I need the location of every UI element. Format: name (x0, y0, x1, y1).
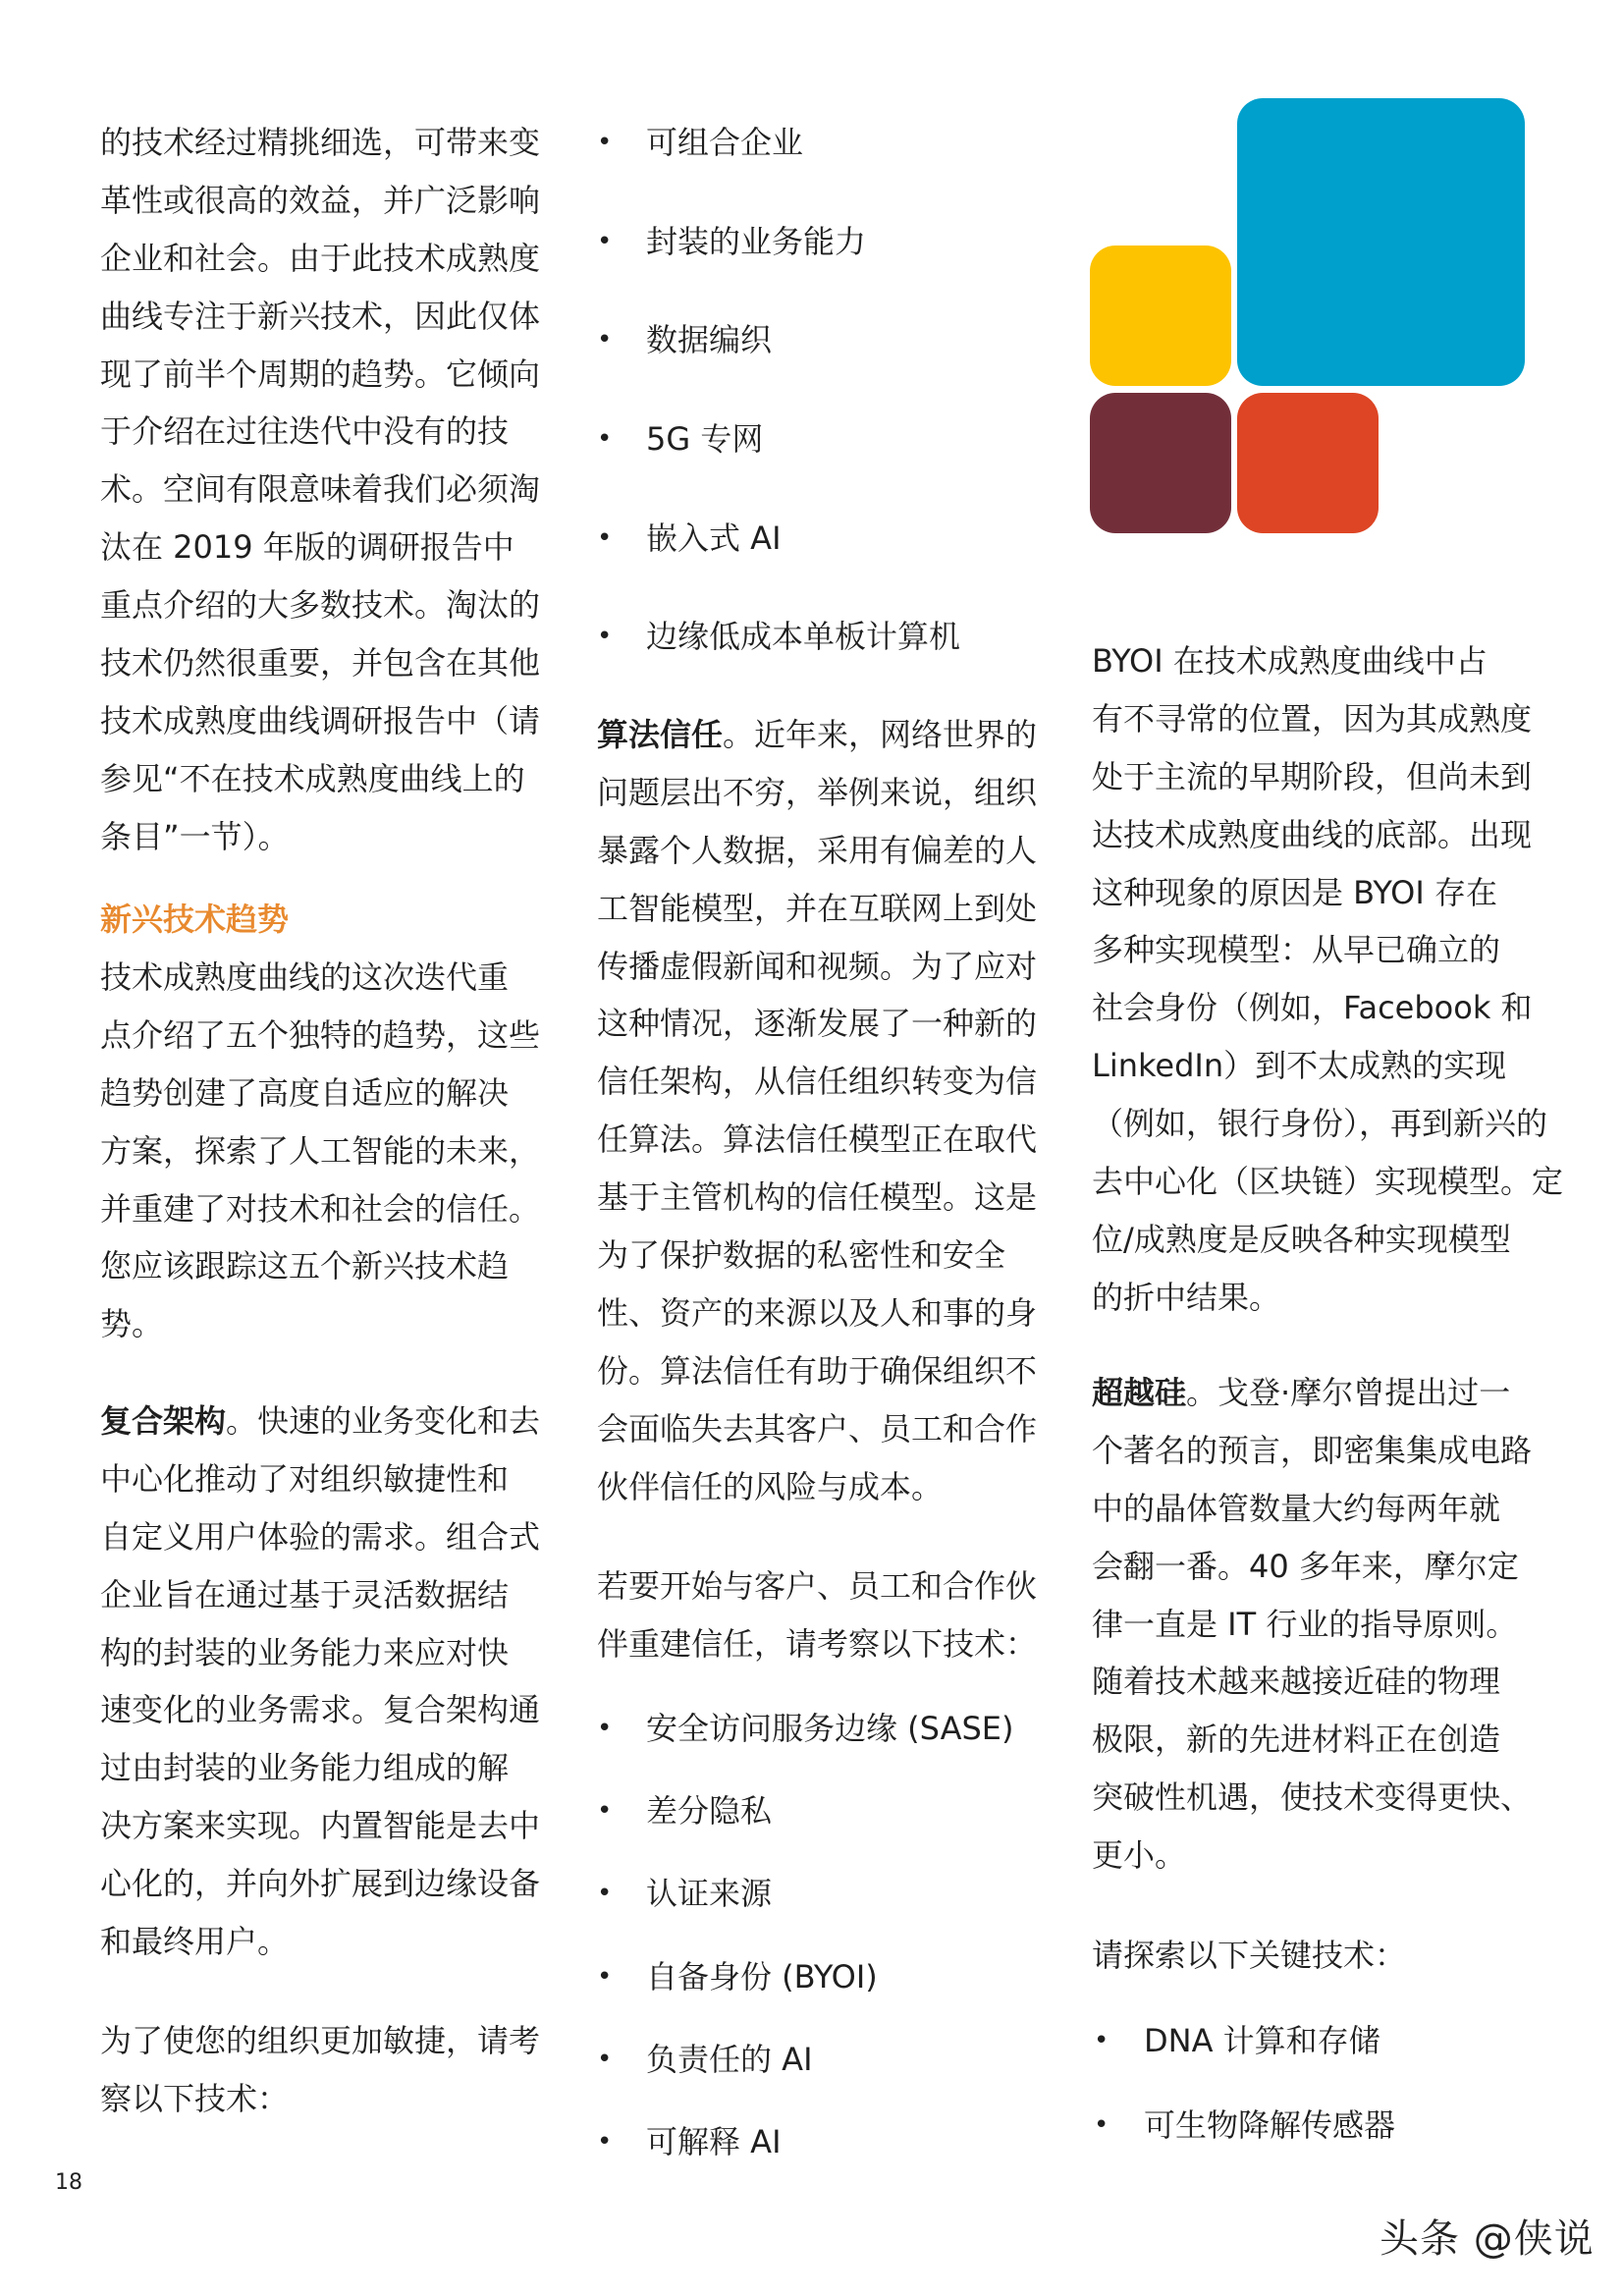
line-text: 构的封装的业务能力来应对快 (100, 1633, 510, 1671)
text-line (100, 949, 540, 1007)
watermark: 头条 @侠说 (1380, 2216, 1595, 2262)
line-text: 有不寻常的位置，因为其成熟度 (1092, 699, 1533, 738)
list-item-text: 5G 专网 (646, 420, 764, 459)
blue-tile (1237, 98, 1525, 386)
line-text: 决方案来实现。内置智能是去中 (100, 1807, 541, 1845)
text-line (1092, 1422, 1532, 1480)
list-item (597, 2031, 1013, 2113)
bullet-icon: • (597, 1879, 613, 1909)
list-item (597, 1865, 1013, 1947)
line-text: 任算法。算法信任模型正在取代 (597, 1121, 1038, 1159)
list-item (597, 1948, 1013, 2031)
list-item-text: 数据编织 (646, 321, 773, 359)
text-line (100, 2070, 540, 2128)
list-item (597, 1782, 1013, 1865)
line-text: （例如，银行身份），再到新兴的 (1092, 1105, 1548, 1143)
text-line (597, 706, 1037, 764)
text-line (1092, 1480, 1532, 1538)
page-number: 18 (55, 2170, 82, 2195)
list-item-text: 可解释 AI (646, 2122, 782, 2160)
line-text: 为了使您的组织更加敏捷，请考 (100, 2022, 541, 2059)
text-line (1092, 979, 1563, 1037)
text-line (100, 634, 540, 692)
beyond-silicon-paragraph (1092, 1364, 1532, 1885)
text-line (597, 1285, 1037, 1342)
agility-paragraph (100, 2012, 540, 2128)
line-text: 工智能模型，并在互联网上到处 (597, 889, 1038, 927)
bullet-list-composite (597, 114, 960, 707)
list-item (597, 2113, 1013, 2196)
line-text: 革性或很高的效益，并广泛影响 (100, 181, 541, 219)
list-item-text: 自备身份 (BYOI) (646, 1957, 878, 1995)
line-text: 和最终用户。 (100, 1923, 290, 1961)
red-tile (1237, 393, 1379, 533)
text-line (1092, 1037, 1563, 1095)
list-item-text: 负责任的 AI (646, 2040, 813, 2078)
text-line (597, 1558, 1037, 1615)
line-text: 技术成熟度曲线调研报告中（请 (100, 701, 541, 739)
paragraph-lead: 算法信任 (597, 716, 724, 753)
text-line (100, 519, 540, 576)
line-text: 基于主管机构的信任模型。这是 (597, 1178, 1038, 1217)
line-text: 现了前半个周期的趋势。它倾向 (100, 355, 541, 393)
line-text: 社会身份（例如，Facebook 和 (1092, 989, 1533, 1027)
bullet-icon: • (597, 522, 613, 553)
line-text: 问题层出不穷，举例来说，组织 (597, 773, 1038, 811)
bullet-icon: • (597, 1961, 613, 1992)
text-line (100, 288, 540, 346)
maroon-tile (1090, 393, 1231, 533)
text-line (597, 1615, 1037, 1673)
line-text: 伴重建信任，请考察以下技术： (597, 1624, 1038, 1663)
text-line (1092, 806, 1563, 864)
line-text: 性、资产的来源以及人和事的身 (597, 1293, 1038, 1332)
text-line (100, 1007, 540, 1065)
bullet-icon: • (1094, 2026, 1109, 2055)
text-line (100, 1855, 540, 1913)
line-text: 多种实现模型：从早已确立的 (1092, 931, 1501, 969)
line-text: 暴露个人数据，采用有偏差的人 (597, 831, 1038, 869)
line-text: 更小。 (1092, 1836, 1187, 1875)
line-text: 曲线专注于新兴技术，因此仅体 (100, 297, 541, 335)
line-text: 为了保护数据的私密性和安全 (597, 1236, 1006, 1275)
line-text: 中的晶体管数量大约每两年就 (1092, 1489, 1501, 1527)
list-item (597, 410, 960, 510)
line-text: 份。算法信任有助于确保组织不 (597, 1351, 1038, 1390)
text-line (100, 346, 540, 404)
line-text: 的技术经过精挑细选，可带来变 (100, 124, 541, 161)
text-line (100, 2012, 540, 2070)
text-line (597, 1400, 1037, 1458)
line-text: BYOI 在技术成熟度曲线中占 (1092, 642, 1488, 680)
list-item (597, 608, 960, 707)
text-line (1092, 1095, 1563, 1153)
list-item-text: 可生物降解传感器 (1144, 2105, 1396, 2144)
line-text: 律一直是 IT 行业的指导原则。 (1092, 1605, 1518, 1643)
line-text: 术。空间有限意味着我们必须淘 (100, 470, 541, 509)
line-text: 若要开始与客户、员工和合作伙 (597, 1567, 1038, 1605)
text-line (1092, 1927, 1406, 1985)
text-line (597, 938, 1037, 996)
line-text: 突破性机遇，使技术变得更快、 (1092, 1778, 1533, 1817)
text-line (1092, 690, 1563, 748)
line-text: 位/成熟度是反映各种实现模型 (1092, 1220, 1511, 1258)
line-text: 心化的，并向外扩展到边缘设备 (100, 1865, 541, 1903)
line-text: 自定义用户体验的需求。组合式 (100, 1517, 541, 1556)
explore-paragraph (1092, 1927, 1406, 1985)
paragraph-lead: 超越硅 (1092, 1374, 1187, 1411)
text-line (100, 114, 540, 172)
text-line (1092, 632, 1563, 690)
text-line (100, 1237, 540, 1295)
text-line (100, 230, 540, 288)
line-text: 参见“不在技术成熟度曲线上的 (100, 759, 525, 797)
line-text: 企业和社会。由于此技术成熟度 (100, 239, 541, 277)
list-item-text: 封装的业务能力 (646, 222, 867, 260)
line-text: 技术仍然很重要，并包含在其他 (100, 644, 541, 683)
text-line (1092, 1711, 1532, 1769)
line-text: 汰在 2019 年版的调研报告中 (100, 528, 514, 567)
line-text: 。近年来，网络世界的 (723, 716, 1038, 753)
text-line (1092, 1653, 1532, 1711)
line-text: 。戈登·摩尔曾提出过一 (1186, 1374, 1511, 1411)
line-text: 。快速的业务变化和去 (226, 1402, 541, 1440)
text-line (597, 995, 1037, 1053)
list-item-text: 可组合企业 (646, 124, 804, 161)
text-line (597, 764, 1037, 822)
line-text: 察以下技术： (100, 2079, 290, 2117)
line-text: 条目”一节）。 (100, 817, 290, 855)
paragraph-lead: 复合架构 (100, 1402, 227, 1440)
text-line (100, 461, 540, 519)
text-line (597, 880, 1037, 938)
line-text: 传播虚假新闻和视频。为了应对 (597, 947, 1038, 985)
line-text: 会面临失去其客户、员工和合作 (597, 1409, 1038, 1448)
line-text: 重点介绍的大多数技术。淘汰的 (100, 586, 541, 625)
bullet-icon: • (597, 128, 613, 157)
bullet-icon: • (597, 1796, 613, 1827)
line-text: 的折中结果。 (1092, 1278, 1281, 1316)
text-line (100, 1122, 540, 1180)
text-line (100, 1739, 540, 1797)
text-line (1092, 1269, 1563, 1327)
list-item (1094, 2097, 1395, 2181)
bullet-icon: • (597, 1714, 613, 1743)
line-text: 过由封装的业务能力组成的解 (100, 1749, 510, 1787)
text-line (597, 1111, 1037, 1169)
text-line (597, 1458, 1037, 1516)
line-text: 会翻一番。40 多年来，摩尔定 (1092, 1547, 1519, 1585)
text-line (1092, 921, 1563, 979)
composite-architecture-paragraph (100, 1393, 540, 1971)
line-text: 伙伴信任的风险与成本。 (597, 1467, 944, 1505)
intro-paragraph (100, 114, 540, 866)
trust-intro-paragraph (597, 1558, 1037, 1673)
text-line (1092, 1364, 1532, 1422)
list-item (1094, 2012, 1395, 2097)
line-text: 随着技术越来越接近硅的物理 (1092, 1663, 1501, 1701)
text-line (100, 172, 540, 230)
line-text: 点介绍了五个独特的趋势，这些 (100, 1015, 541, 1054)
line-text: 趋势创建了高度自适应的解决 (100, 1073, 510, 1112)
text-line (597, 1169, 1037, 1227)
text-line (1092, 748, 1563, 806)
trends-paragraph (100, 949, 540, 1353)
line-text: 方案，探索了人工智能的未来， (100, 1131, 541, 1170)
text-line (100, 576, 540, 634)
bullet-icon: • (597, 622, 613, 652)
text-line (100, 1681, 540, 1739)
text-line (100, 1508, 540, 1566)
bullet-icon: • (597, 424, 613, 455)
text-line (100, 1180, 540, 1238)
text-line (1092, 1596, 1532, 1654)
bullet-list-trust (597, 1700, 1013, 2196)
line-text: LinkedIn）到不太成熟的实现 (1092, 1047, 1507, 1085)
text-line (100, 808, 540, 866)
text-line (1092, 1153, 1563, 1211)
algorithmic-trust-paragraph (597, 706, 1037, 1515)
line-text: 个著名的预言，即密集集成电路 (1092, 1431, 1533, 1469)
text-line (100, 1624, 540, 1682)
bullet-icon: • (597, 226, 613, 256)
line-text: 势。 (100, 1305, 164, 1343)
list-item (597, 213, 960, 312)
section-heading: 新兴技术趋势 (100, 901, 290, 938)
text-line (100, 403, 540, 461)
list-item (597, 1700, 1013, 1782)
text-line (597, 1053, 1037, 1111)
text-line (100, 1797, 540, 1855)
yellow-tile (1090, 246, 1231, 386)
list-item (597, 311, 960, 410)
text-line (1092, 864, 1563, 922)
line-text: 于介绍在过往迭代中没有的技 (100, 412, 510, 451)
text-line (1092, 1769, 1532, 1827)
bullet-icon: • (597, 2126, 613, 2157)
bullet-icon: • (597, 2044, 613, 2074)
byoi-paragraph (1092, 632, 1563, 1327)
bullet-icon: • (1094, 2109, 1109, 2140)
line-text: 中心化推动了对组织敏捷性和 (100, 1459, 510, 1498)
text-line (100, 1450, 540, 1508)
text-line (100, 1295, 540, 1353)
line-text: 并重建了对技术和社会的信任。 (100, 1189, 541, 1228)
text-line (100, 1913, 540, 1971)
line-text: 这种情况，逐渐发展了一种新的 (597, 1005, 1038, 1043)
line-text: 处于主流的早期阶段，但尚未到 (1092, 757, 1533, 795)
text-line (100, 750, 540, 808)
list-item-text: 嵌入式 AI (646, 519, 782, 557)
text-line (597, 1227, 1037, 1285)
line-text: 您应该跟踪这五个新兴技术趋 (100, 1247, 510, 1285)
line-text: 达技术成熟度曲线的底部。出现 (1092, 815, 1533, 853)
list-item (597, 114, 960, 213)
line-text: 请探索以下关键技术： (1092, 1937, 1407, 1974)
list-item-text: 认证来源 (646, 1875, 773, 1913)
list-item (597, 510, 960, 609)
bullet-icon: • (597, 325, 613, 355)
text-line (1092, 1827, 1532, 1885)
text-line (100, 1566, 540, 1624)
text-line (100, 1393, 540, 1450)
line-text: 技术成熟度曲线的这次迭代重 (100, 958, 510, 996)
list-item-text: 差分隐私 (646, 1792, 773, 1831)
list-item-text: 安全访问服务边缘 (SASE) (646, 1710, 1014, 1747)
list-item-text: DNA 计算和存储 (1144, 2022, 1380, 2059)
line-text: 去中心化（区块链）实现模型。定 (1092, 1163, 1564, 1201)
text-line (1092, 1211, 1563, 1269)
text-line (1092, 1538, 1532, 1596)
text-line (100, 692, 540, 750)
text-line (597, 822, 1037, 880)
line-text: 极限，新的先进材料正在创造 (1092, 1721, 1501, 1759)
list-item-text: 边缘低成本单板计算机 (646, 618, 961, 656)
line-text: 信任架构，从信任组织转变为信 (597, 1063, 1038, 1101)
line-text: 企业旨在通过基于灵活数据结 (100, 1575, 510, 1613)
text-line (597, 1342, 1037, 1400)
line-text: 速变化的业务需求。复合架构通 (100, 1691, 541, 1729)
text-line (100, 1065, 540, 1122)
bullet-list-silicon (1094, 2012, 1395, 2180)
line-text: 这种现象的原因是 BYOI 存在 (1092, 873, 1497, 911)
